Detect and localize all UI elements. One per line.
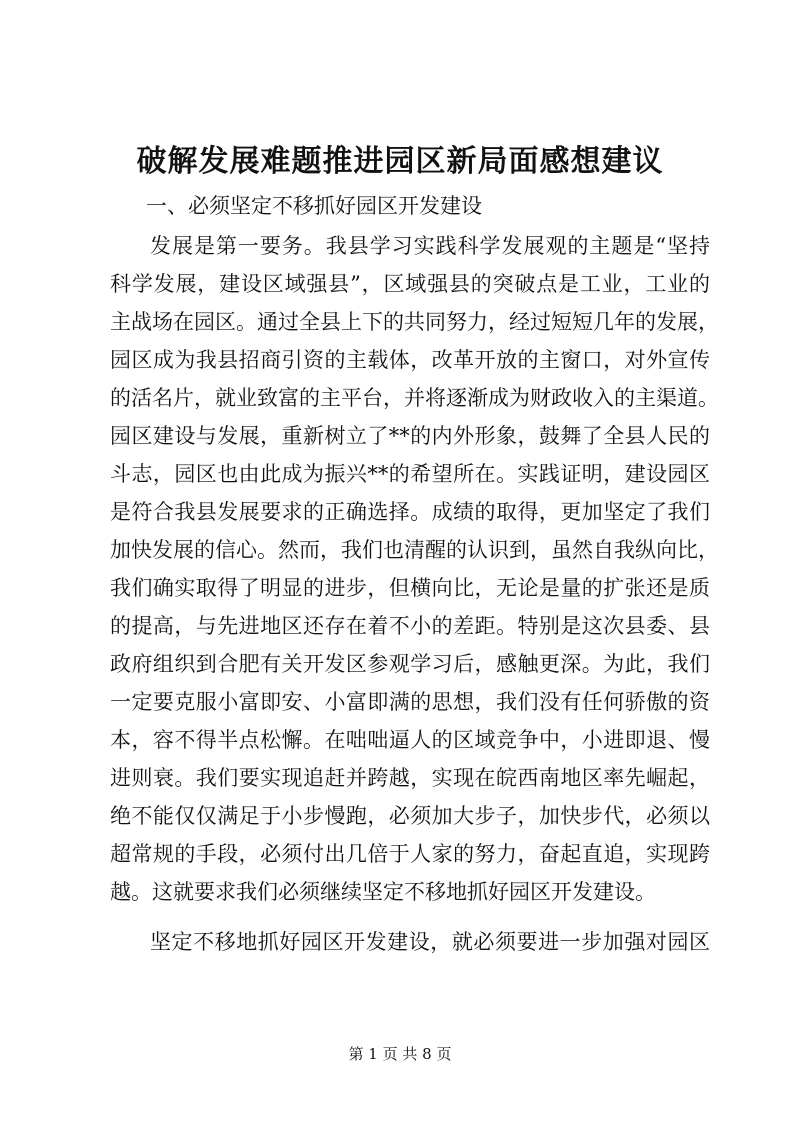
page-title: 破解发展难题推进园区新局面感想建议 — [136, 144, 664, 179]
paragraph-line: 政府组织到合肥有关开发区参观学习后，感触更深。为此，我们 — [110, 652, 710, 676]
paragraph-line: 的活名片，就业致富的主平台，并将逐渐成为财政收入的主渠道。 — [110, 386, 719, 410]
paragraph-line: 本，容不得半点松懈。在咄咄逼人的区域竞争中，小进即退、慢 — [110, 728, 710, 752]
paragraph-line: 主战场在园区。通过全县上下的共同努力，经过短短几年的发展， — [110, 310, 719, 334]
paragraph-line: 进则衰。我们要实现追赶并跨越，实现在皖西南地区率先崛起， — [110, 766, 710, 790]
page-number-footer: 第 1 页 共 8 页 — [348, 1045, 452, 1063]
paragraph-line: 一定要克服小富即安、小富即满的思想，我们没有任何骄傲的资 — [110, 690, 710, 714]
paragraph-line: 越。这就要求我们必须继续坚定不移地抓好园区开发建设。 — [110, 880, 656, 904]
paragraph-line: 科学发展，建设区域强县”，区域强县的突破点是工业，工业的 — [110, 272, 710, 296]
paragraph-line: 园区成为我县招商引资的主载体，改革开放的主窗口，对外宣传 — [110, 348, 710, 372]
paragraph-line: 的提高，与先进地区还存在着不小的差距。特别是这次县委、县 — [110, 614, 710, 638]
paragraph-line: 发展是第一要务。我县学习实践科学发展观的主题是“坚持 — [150, 234, 710, 258]
paragraph-line: 超常规的手段，必须付出几倍于人家的努力，奋起直追，实现跨 — [110, 842, 710, 866]
paragraph-line: 坚定不移地抓好园区开发建设，就必须要进一步加强对园区 — [150, 930, 710, 954]
paragraph-line: 斗志，园区也由此成为振兴**的希望所在。实践证明，建设园区 — [110, 462, 710, 486]
paragraph-line: 园区建设与发展，重新树立了**的内外形象，鼓舞了全县人民的 — [110, 424, 710, 448]
section-heading: 一、必须坚定不移抓好园区开发建设 — [146, 194, 482, 218]
paragraph-line: 绝不能仅仅满足于小步慢跑，必须加大步子，加快步代，必须以 — [110, 804, 710, 828]
paragraph-line: 加快发展的信心。然而，我们也清醒的认识到，虽然自我纵向比， — [110, 538, 719, 562]
paragraph-line: 我们确实取得了明显的进步，但横向比，无论是量的扩张还是质 — [110, 576, 710, 600]
paragraph-line: 是符合我县发展要求的正确选择。成绩的取得，更加坚定了我们 — [110, 500, 710, 524]
